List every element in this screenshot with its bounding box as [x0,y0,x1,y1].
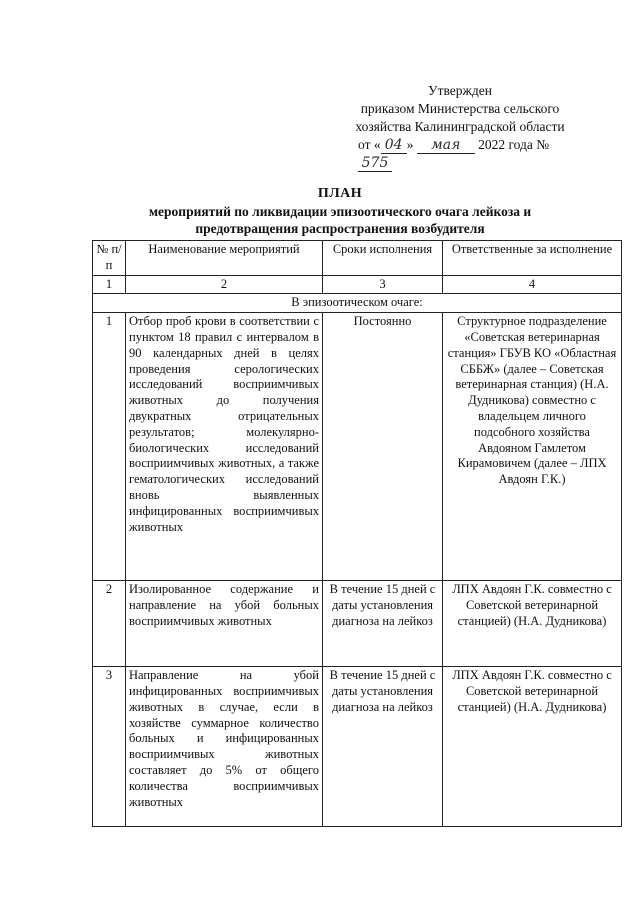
column-number: 1 [93,275,126,294]
plan-heading: ПЛАН [317,186,363,201]
row-number: 2 [93,581,126,667]
row-term: В течение 15 дней с даты установления диагноза на лейкоз [323,667,443,827]
section-row [93,294,622,313]
table-header-row [93,241,622,276]
header-responsible: Ответственные за исполнение [443,241,622,276]
handwritten-day: 04 [381,138,407,154]
section-title: В эпизоотическом очаге: [93,294,622,313]
row-number: 1 [93,313,126,581]
approval-line-1: Утвержден [428,83,492,98]
date-prefix: от « [358,137,381,152]
handwritten-number: 575 [358,156,392,172]
row-action: Отбор проб крови в соответствии с пунктом 18 правил с интервалом в 90 календарных дней в целях проведения серологических исследований восприимчивых животных до получения двукратных отрицательных результатов; молекулярно-биологических исследований восприимчивых животных, а также гематологических исследований вновь выявленных инфицированных восприимчивых животных [126,313,323,581]
plan-subtitle-2: предотвращения распространения возбудителя [195,221,485,236]
row-responsible: ЛПХ Авдоян Г.К. совместно с Советской ветеринарной станцией) (Н.А. Дудникова) [443,667,622,827]
row-term: В течение 15 дней с даты установления диагноза на лейкоз [323,581,443,667]
year-text: 2022 года № [478,137,550,152]
header-number: № п/п [93,241,126,276]
plan-subtitle-1: мероприятий по ликвидации эпизоотического очага лейкоза и [148,204,532,219]
row-action: Направление на убой инфицированных восприимчивых животных в случае, если в хозяйстве суммарное количество больных и инфицированных восприимчивых животных составляет до 5% от общего количества восприимчивых животных [126,667,323,827]
date-mid: » [406,137,414,152]
row-responsible: Структурное подразделение «Советская ветеринарная станция» ГБУВ КО «Областная СББЖ» (далее – Советская ветеринарная станция) (Н.А. Дудникова) совместно с владельцем личного подсобного хозяйства Авдояном Гамлетом Кирамовичем (далее – ЛПХ Авдоян Г.К.) [443,313,622,581]
approval-line-2: приказом Министерства сельского [360,101,560,116]
column-number: 2 [126,275,323,294]
header-term: Сроки исполнения [323,241,443,276]
approval-line-3: хозяйства Калининградской области [355,119,565,134]
row-responsible: ЛПХ Авдоян Г.К. совместно с Советской ветеринарной станцией) (Н.А. Дудникова) [443,581,622,667]
handwritten-month: мая [417,138,475,154]
table-row [93,313,622,581]
plan-table [92,240,622,827]
column-number: 4 [443,275,622,294]
approval-date-line [340,136,580,172]
row-action: Изолированное содержание и направление на убой больных восприимчивых животных [126,581,323,667]
row-term: Постоянно [323,313,443,581]
table-row [93,581,622,667]
document-title [60,184,620,237]
row-number: 3 [93,667,126,827]
table-row [93,667,622,827]
column-number-row [93,275,622,294]
header-action: Наименование мероприятий [126,241,323,276]
column-number: 3 [323,275,443,294]
approval-block [340,82,580,172]
